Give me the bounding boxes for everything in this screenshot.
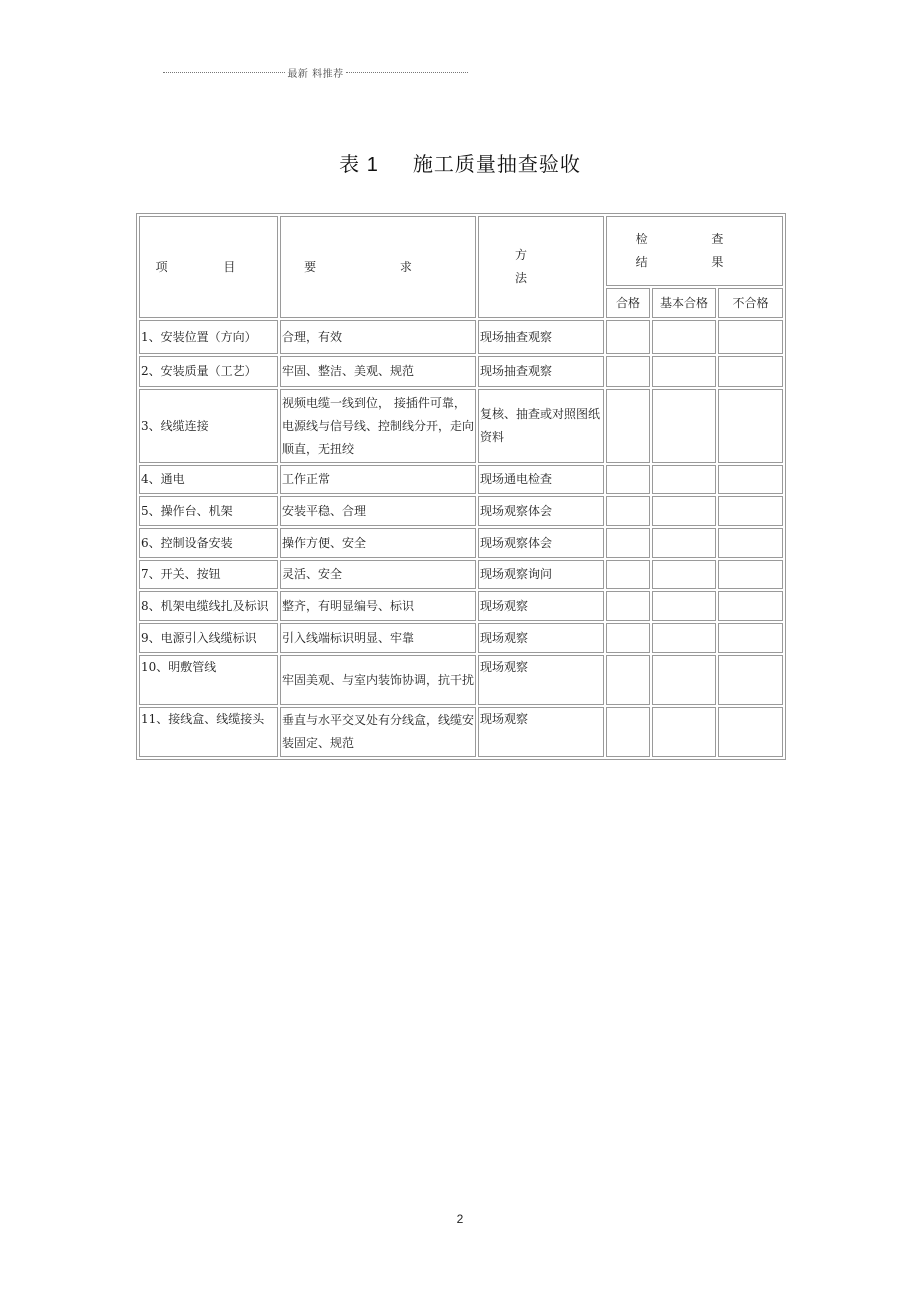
cell-result-fail[interactable] [718,465,783,494]
cell-method: 现场抽查观察 [478,320,604,354]
cell-requirement: 垂直与水平交叉处有分线盒，线缆安装固定、规范 [280,707,476,757]
cell-result-pass[interactable] [606,528,650,558]
cell-requirement: 工作正常 [280,465,476,494]
cell-item: 4、通电 [139,465,278,494]
cell-result-fail[interactable] [718,528,783,558]
header-text: 最新 料推荐 [287,68,344,80]
table-row [139,389,783,463]
cell-item: 1、安装位置（方向） [139,320,278,354]
cell-item: 8、机架电缆线扎及标识 [139,591,278,621]
cell-result-pass[interactable] [606,389,650,463]
page-number: 2 [456,1212,464,1226]
cell-requirement: 合理，有效 [280,320,476,354]
cell-method: 现场观察 [478,707,604,757]
cell-item: 9、电源引入线缆标识 [139,623,278,653]
cell-result-fail[interactable] [718,707,783,757]
cell-requirement: 灵活、安全 [280,560,476,589]
cell-requirement: 安装平稳、合理 [280,496,476,526]
cell-result-basic-pass[interactable] [652,623,716,653]
cell-result-pass[interactable] [606,655,650,705]
column-header-method: 方 法 [478,216,604,318]
cell-result-pass[interactable] [606,707,650,757]
table-row [139,707,783,757]
cell-item: 6、控制设备安装 [139,528,278,558]
cell-result-pass[interactable] [606,496,650,526]
column-header-item: 项 目 [139,216,278,318]
cell-item: 11、接线盒、线缆接头 [139,707,278,757]
cell-result-basic-pass[interactable] [652,465,716,494]
table-row [139,655,783,705]
subheader-pass: 合格 [606,288,650,318]
cell-requirement: 视频电缆一线到位， 接插件可靠，电源线与信号线、控制线分开，走向顺直，无扭绞 [280,389,476,463]
header-dotted-rule-right [346,72,468,73]
header-dotted-rule-left [163,72,285,73]
table-row [139,528,783,558]
cell-result-pass[interactable] [606,465,650,494]
table-row [139,320,783,354]
cell-method: 现场抽查观察 [478,356,604,387]
inspection-table [136,213,786,760]
cell-result-pass[interactable] [606,591,650,621]
cell-result-fail[interactable] [718,560,783,589]
cell-requirement: 整齐，有明显编号、标识 [280,591,476,621]
table-number: 表 1 [339,154,379,176]
table-row [139,560,783,589]
table-title-text: 施工质量抽查验收 [412,152,581,176]
cell-result-fail[interactable] [718,623,783,653]
cell-item: 5、操作台、机架 [139,496,278,526]
cell-method: 现场观察体会 [478,528,604,558]
cell-result-basic-pass[interactable] [652,389,716,463]
cell-result-pass[interactable] [606,560,650,589]
cell-result-basic-pass[interactable] [652,655,716,705]
cell-result-pass[interactable] [606,623,650,653]
cell-result-fail[interactable] [718,591,783,621]
subheader-fail: 不合格 [718,288,783,318]
table-row [139,465,783,494]
cell-result-basic-pass[interactable] [652,560,716,589]
cell-requirement: 牢固、整洁、美观、规范 [280,356,476,387]
cell-result-basic-pass[interactable] [652,528,716,558]
column-header-requirement: 要 求 [280,216,476,318]
cell-item: 2、安装质量（工艺） [139,356,278,387]
cell-method: 现场观察体会 [478,496,604,526]
subheader-basic-pass: 基本合格 [652,288,716,318]
table-row [139,591,783,621]
cell-method: 复核、抽查或对照图纸资料 [478,389,604,463]
cell-result-basic-pass[interactable] [652,320,716,354]
table-title [0,148,920,177]
cell-item: 7、开关、按钮 [139,560,278,589]
cell-requirement: 牢固美观、与室内装饰协调，抗干扰 [280,655,476,705]
cell-method: 现场通电检查 [478,465,604,494]
running-header [163,64,468,80]
cell-result-fail[interactable] [718,496,783,526]
cell-result-pass[interactable] [606,356,650,387]
cell-method: 现场观察询问 [478,560,604,589]
cell-result-fail[interactable] [718,655,783,705]
column-header-result: 检 查 结 果 [606,216,783,286]
table-row [139,496,783,526]
cell-result-fail[interactable] [718,356,783,387]
table-row [139,623,783,653]
cell-result-basic-pass[interactable] [652,356,716,387]
cell-result-pass[interactable] [606,320,650,354]
cell-result-basic-pass[interactable] [652,496,716,526]
cell-result-basic-pass[interactable] [652,707,716,757]
cell-method: 现场观察 [478,655,604,705]
cell-item: 3、线缆连接 [139,389,278,463]
cell-method: 现场观察 [478,591,604,621]
cell-result-basic-pass[interactable] [652,591,716,621]
cell-item: 10、明敷管线 [139,655,278,705]
cell-requirement: 操作方便、安全 [280,528,476,558]
cell-requirement: 引入线端标识明显、牢靠 [280,623,476,653]
cell-result-fail[interactable] [718,320,783,354]
cell-result-fail[interactable] [718,389,783,463]
cell-method: 现场观察 [478,623,604,653]
table-row [139,356,783,387]
